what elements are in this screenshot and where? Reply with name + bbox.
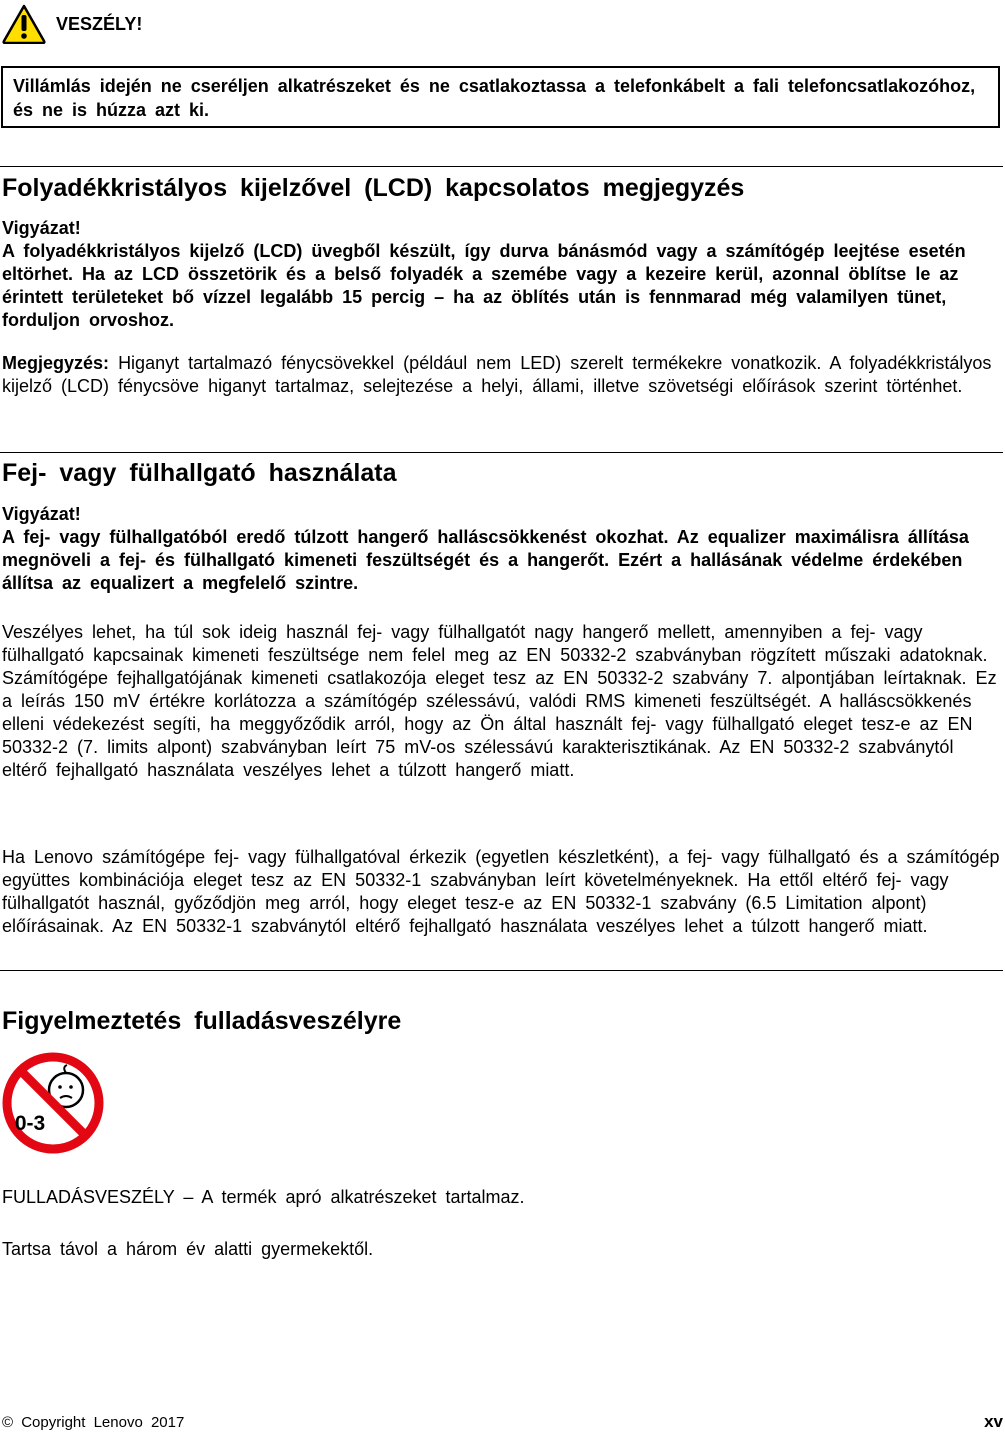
age-label: 0-3	[14, 1112, 46, 1135]
copyright: © Copyright Lenovo 2017	[2, 1414, 185, 1431]
choking-hazard-sign	[0, 1050, 106, 1161]
headphone-caution-label: Vigyázat!	[2, 504, 81, 524]
choking-text-2: Tartsa távol a három év alatti gyermekektől.	[2, 1239, 374, 1259]
warning-triangle-icon	[2, 4, 46, 44]
danger-header	[2, 2, 142, 46]
page-number: xv	[984, 1412, 1003, 1431]
lcd-caution-label: Vigyázat!	[2, 218, 81, 238]
danger-box: Villámlás idején ne cseréljen alkatrészeket és ne csatlakoztassa a telefonkábelt a fali telefoncsatlakozóhoz, és ne is húzza azt ki.	[1, 66, 1000, 128]
lcd-note-text: Higanyt tartalmazó fénycsövekkel (például nem LED) szerelt termékekre vonatkozik. A folyadékkristályos kijelző (LCD) fénycsöve higanyt tartalmaz, selejtezése a helyi, állami, illetve szövetségi előírások szerint történhet.	[2, 353, 992, 396]
danger-title: VESZÉLY!	[56, 13, 143, 34]
headphone-caution-text: A fej- vagy fülhallgatóból eredő túlzott hangerő halláscsökkenést okozhat. Az equalizer maximálisra állítása megnöveli a fej- és fülhallgató kimeneti feszültségét és a hangerőt. Ezért a hallásának védelme érdekében állítsa az equalizert a megfelelő szintre.	[2, 527, 969, 593]
lcd-heading: Folyadékkristályos kijelzővel (LCD) kapcsolatos megjegyzés	[2, 174, 745, 202]
headphone-paragraph-2: Ha Lenovo számítógépe fej- vagy fülhallgatóval érkezik (egyetlen készletként), a fej- vagy fülhallgató és a számítógép együttes kombinációja eleget tesz az EN 50332-1 szabványban leírt követelményeknek. Ha ettől eltérő fej- vagy fülhallgatót használ, győződjön meg arról, hogy eleget tesz-e az EN 50332-1 szabvány (6.5 Limitation alpont) előírásainak. Az EN 50332-1 szabványtól eltérő fejhallgató használata veszélyes lehet a túlzott hangerő miatt.	[2, 847, 1000, 936]
lcd-caution-text: A folyadékkristályos kijelző (LCD) üvegből készült, így durva bánásmód vagy a számítógép leejtése esetén eltörhet. Ha az LCD összetörik és a belső folyadék a szemébe vagy a kezeire kerül, azonnal öblítse le az érintett területeket bő vízzel legalább 15 percig – ha az öblítés után is fennmarad még valamilyen tünet, forduljon orvoshoz.	[2, 241, 966, 330]
headphone-paragraph-1: Veszélyes lehet, ha túl sok ideig használ fej- vagy fülhallgatót nagy hangerő mellett, amennyiben a fej- vagy fülhallgató kapcsainak kimeneti feszültsége nem felel meg az EN 50332-2 szabványban rögzített műszaki adatoknak. Számítógépe fejhallgatójának kimeneti csatlakozója eleget tesz az EN 50332-2 szabvány 7. alpontjában leírtaknak. Ez a leírás 150 mV értékre korlátozza a számítógép szélessávú, valódi RMS kimeneti feszültségét. A halláscsökkenés elleni védekezést segíti, ha meggyőződik arról, hogy az Ön által használt fej- vagy fülhallgató eleget tesz-e az EN 50332-2 (7. limits alpont) szabványban leírt 75 mV-os szélessávú karakterisztikának. Az EN 50332-2 szabványtól eltérő fejhallgató használata veszélyes lehet a túlzott hangerő miatt.	[2, 622, 997, 780]
section-divider	[0, 970, 1003, 971]
headphone-heading: Fej- vagy fülhallgató használata	[2, 459, 397, 487]
section-divider	[0, 166, 1003, 167]
choking-text-1: FULLADÁSVESZÉLY – A termék apró alkatrészeket tartalmaz.	[2, 1187, 525, 1207]
lcd-note	[2, 352, 1000, 398]
no-small-children-icon	[0, 1050, 106, 1156]
lcd-note-label: Megjegyzés:	[2, 353, 110, 373]
choking-heading: Figyelmeztetés fulladásveszélyre	[2, 1007, 402, 1035]
section-divider	[0, 452, 1003, 453]
